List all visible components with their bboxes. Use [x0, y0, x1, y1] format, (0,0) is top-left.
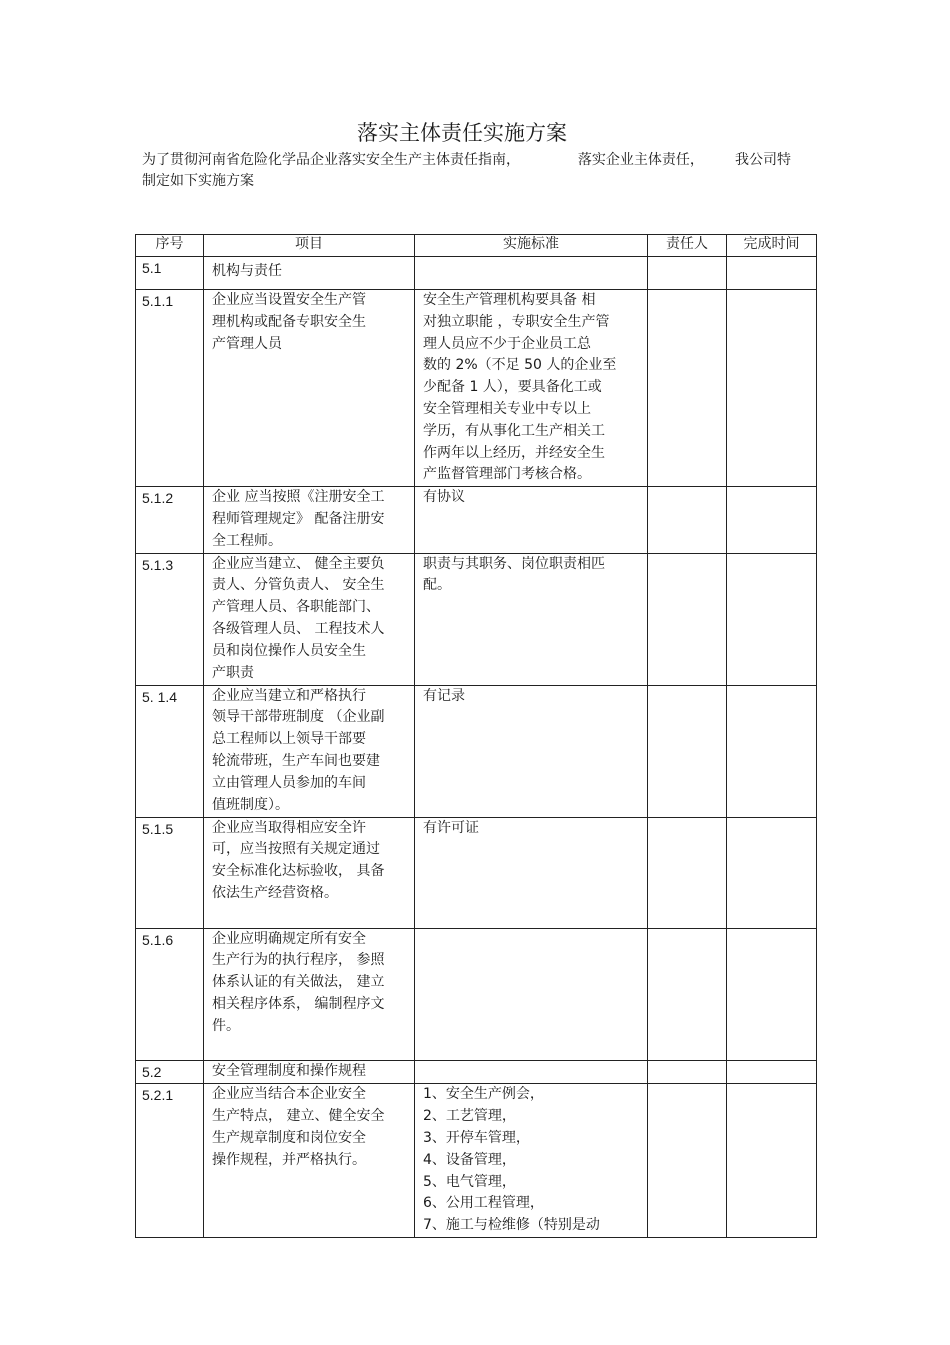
- row-time: [727, 487, 817, 553]
- row-person: [648, 817, 727, 928]
- row-item: 安全管理制度和操作规程: [204, 1060, 415, 1084]
- row-time: [727, 685, 817, 817]
- row-time: [727, 257, 817, 290]
- header-item: 项目: [204, 235, 415, 257]
- row-standard: 有许可证: [415, 817, 648, 928]
- row-time: [727, 928, 817, 1060]
- row-num: 5. 1.4: [136, 685, 204, 817]
- row-standard: 安全生产管理机构要具备 相 对独立职能 ，专职安全生产管 理人员应不少于企业员工总 数的 2%（不足 50 人的企业至 少配备 1 人），要具备化工或 安全管理相关专业中专以上 学历，有从事化工生产相关工 作两年以上经历，并经安全生 产监督管理部门考核合格。: [415, 290, 648, 487]
- row-time: [727, 553, 817, 685]
- row-time: [727, 1060, 817, 1084]
- table-row: [136, 685, 817, 817]
- row-num: 5.1.6: [136, 928, 204, 1060]
- row-item: 企业应当设置安全生产管 理机构或配备专职安全生 产管理人员: [204, 290, 415, 487]
- row-person: [648, 290, 727, 487]
- row-num: 5.1.2: [136, 487, 204, 553]
- table-row: [136, 553, 817, 685]
- row-person: [648, 1084, 727, 1238]
- table-row: [136, 290, 817, 487]
- table-row: [136, 817, 817, 928]
- row-person: [648, 928, 727, 1060]
- row-num: 5.1.3: [136, 553, 204, 685]
- row-standard: 1、安全生产例会， 2、工艺管理， 3、开停车管理， 4、设备管理， 5、电气管理， 6、公用工程管理， 7、施工与检维修（特别是动: [415, 1084, 648, 1238]
- row-time: [727, 1084, 817, 1238]
- row-num: 5.1: [136, 257, 204, 290]
- row-standard: [415, 257, 648, 290]
- row-standard: [415, 1060, 648, 1084]
- header-person: 责任人: [648, 235, 727, 257]
- row-standard: 职责与其职务、岗位职责相匹 配。: [415, 553, 648, 685]
- intro-line-2: 制定如下实施方案: [142, 173, 254, 189]
- table-row: [136, 257, 817, 290]
- row-standard: [415, 928, 648, 1060]
- row-item: 企业 应当按照《注册安全工 程师管理规定》 配备注册安 全工程师。: [204, 487, 415, 553]
- header-standard: 实施标准: [415, 235, 648, 257]
- row-person: [648, 1060, 727, 1084]
- row-num: 5.1.1: [136, 290, 204, 487]
- row-item: 企业应当结合本企业安全 生产特点， 建立、健全安全 生产规章制度和岗位安全 操作规程，并严格执行。: [204, 1084, 415, 1238]
- row-standard: 有记录: [415, 685, 648, 817]
- table-row: [136, 487, 817, 553]
- row-person: [648, 487, 727, 553]
- table-row: [136, 1060, 817, 1084]
- table-row: [136, 1084, 817, 1238]
- row-person: [648, 553, 727, 685]
- intro-line-1: 为了贯彻河南省危险化学品企业落实安全生产主体责任指南， 落实企业主体责任， 我公司特: [142, 152, 792, 168]
- row-num: 5.2: [136, 1060, 204, 1084]
- header-num: 序号: [136, 235, 204, 257]
- row-standard: 有协议: [415, 487, 648, 553]
- row-num: 5.1.5: [136, 817, 204, 928]
- implementation-table: [135, 234, 817, 1238]
- table-row: [136, 928, 817, 1060]
- row-item: 企业应当取得相应安全许 可，应当按照有关规定通过 安全标准化达标验收， 具备 依法生产经营资格。: [204, 817, 415, 928]
- row-person: [648, 685, 727, 817]
- row-item: 企业应当建立和严格执行 领导干部带班制度 （企业副 总工程师以上领导干部要 轮流带班，生产车间也要建 立由管理人员参加的车间 值班制度）。: [204, 685, 415, 817]
- row-time: [727, 290, 817, 487]
- header-time: 完成时间: [727, 235, 817, 257]
- row-item: 企业应当建立、 健全主要负 责人、分管负责人、 安全生 产管理人员、各职能部门、 各级管理人员、 工程技术人 员和岗位操作人员安全生 产职责: [204, 553, 415, 685]
- row-item: 企业应明确规定所有安全 生产行为的执行程序， 参照 体系认证的有关做法， 建立 相关程序体系， 编制程序文 件。: [204, 928, 415, 1060]
- row-num: 5.2.1: [136, 1084, 204, 1238]
- table-header-row: [136, 235, 817, 257]
- row-item: 机构与责任: [204, 257, 415, 290]
- document-title: 落实主体责任实施方案: [357, 121, 567, 145]
- row-time: [727, 817, 817, 928]
- row-person: [648, 257, 727, 290]
